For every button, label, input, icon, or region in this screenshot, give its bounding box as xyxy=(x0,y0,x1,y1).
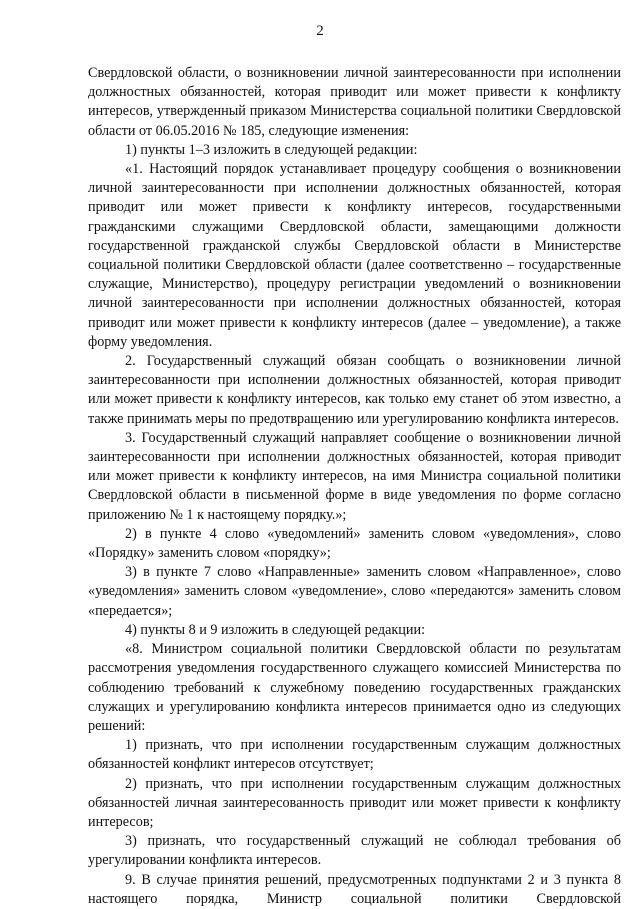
paragraph-item-3: 3) в пункте 7 слово «Направленные» заменить словом «Направленное», слово «уведомления» заменить словом «уведомление», слово «передаются» заменить словом «передается»; xyxy=(88,564,621,619)
paragraph-decision-2: 2) признать, что при исполнении государственным служащим должностных обязанностей личная заинтересованность приводит или может привести к конфликту интересов; xyxy=(88,775,621,830)
paragraph-item-1: 1) пункты 1–3 изложить в следующей редакции: xyxy=(125,141,418,158)
paragraph-continuation: Свердловской области, о возникновении личной заинтересованности при исполнении должностных обязанностей, которая приводит или может привести к конфликту интересов, утвержденный приказом Министерства социальной политики Свердловской области от 06.05.2016 № 185, следующие изменения: xyxy=(88,65,621,139)
paragraph-clause-2: 2. Государственный служащий обязан сообщать о возникновении личной заинтересованности при исполнении должностных обязанностей, которая приводит или может привести к конфликту интересов, как только ему станет об этом известно, а также принимать меры по предотвращению или урегулированию конфликта интересов. xyxy=(88,353,621,427)
page-number: 2 xyxy=(316,23,324,39)
paragraph-clause-8: «8. Министром социальной политики Свердловской области по результатам рассмотрения уведомления государственного служащего комиссией Министерства по соблюдению требований к служебному поведению государственных гражданских служащих и урегулированию конфликта интересов принимается одно из следующих решений: xyxy=(88,641,621,734)
paragraph-clause-1: «1. Настоящий порядок устанавливает процедуру сообщения о возникновении личной заинтересованности при исполнении должностных обязанностей, которая приводит или может привести к конфликту интересов, государственными гражданскими служащими Свердловской области, замещающими должности государственной гражданской службы Свердловской области в Министерстве социальной политики Свердловской области (далее соответственно – государственные служащие, Министерство), процедуру регистрации уведомлений о возникновении личной заинтересованности при исполнении должностных обязанностей, которая приводит или может привести к конфликту интересов (далее – уведомление), а также форму уведомления. xyxy=(88,161,621,350)
paragraph-clause-3: 3. Государственный служащий направляет сообщение о возникновении личной заинтересованности при исполнении должностных обязанностей, которая приводит или может привести к конфликту интересов, на имя Министра социальной политики Свердловской области в письменной форме в виде уведомления по форме согласно приложению № 1 к настоящему порядку.»; xyxy=(88,429,621,523)
paragraph-decision-3: 3) признать, что государственный служащий не соблюдал требования об урегулировании конфликта интересов. xyxy=(88,833,621,869)
paragraph-clause-9: 9. В случае принятия решений, предусмотренных подпунктами 2 и 3 пункта 8 настоящего порядка, Министр социальной политики Свердловской xyxy=(88,871,621,907)
paragraph-decision-1: 1) признать, что при исполнении государственным служащим должностных обязанностей конфликт интересов отсутствует; xyxy=(88,737,621,773)
paragraph-item-2: 2) в пункте 4 слово «уведомлений» заменить словом «уведомления», слово «Порядку» заменить словом «порядку»; xyxy=(88,525,621,562)
document-body xyxy=(88,64,621,909)
paragraph-item-4: 4) пункты 8 и 9 изложить в следующей редакции: xyxy=(125,621,426,638)
